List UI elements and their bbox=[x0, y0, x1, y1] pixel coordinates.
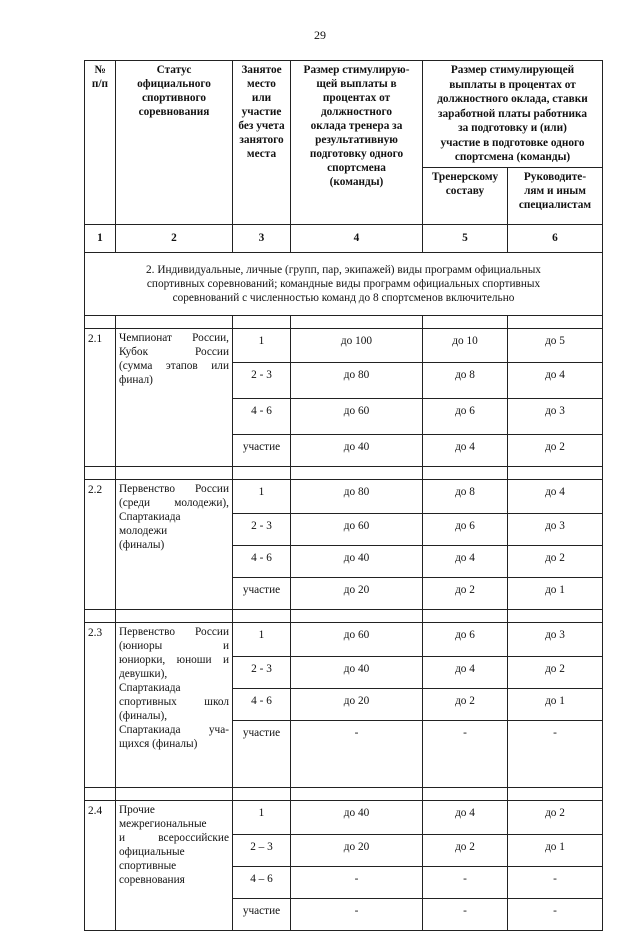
place-cell: участие bbox=[233, 720, 291, 787]
column-number: 2 bbox=[116, 224, 233, 252]
other-percent-cell: до 2 bbox=[508, 434, 603, 466]
place-cell: 2 - 3 bbox=[233, 656, 291, 688]
other-percent-cell: - bbox=[508, 898, 603, 930]
spacer-cell bbox=[291, 466, 423, 479]
header-col3 bbox=[233, 61, 291, 225]
spacer-cell bbox=[85, 466, 116, 479]
header-col4 bbox=[291, 61, 423, 225]
coach-percent-cell: до 20 bbox=[291, 834, 423, 866]
spacer-cell bbox=[423, 787, 508, 800]
group-spacer bbox=[85, 466, 603, 479]
header-row bbox=[85, 61, 603, 168]
place-cell: 4 - 6 bbox=[233, 545, 291, 577]
place-cell: участие bbox=[233, 577, 291, 609]
coach-percent-cell: до 40 bbox=[291, 656, 423, 688]
status-line: Первенство России bbox=[119, 625, 229, 638]
other-percent-cell: до 3 bbox=[508, 622, 603, 656]
header-col1 bbox=[85, 61, 116, 225]
header-text: спортсмена bbox=[327, 162, 386, 174]
header-text: участие bbox=[241, 106, 282, 118]
column-number: 1 bbox=[85, 224, 116, 252]
other-percent-cell: - bbox=[508, 866, 603, 898]
header-text: процентах от bbox=[322, 92, 391, 104]
staff-percent-cell: до 2 bbox=[423, 577, 508, 609]
place-cell: участие bbox=[233, 434, 291, 466]
header-text: щей выплаты в bbox=[316, 78, 397, 90]
section-title-line: соревнований с численностью команд до 8 спортсменов включительно bbox=[172, 291, 515, 304]
spacer-cell bbox=[291, 787, 423, 800]
spacer-cell bbox=[508, 787, 603, 800]
section-title bbox=[85, 252, 603, 315]
competition-status bbox=[116, 622, 233, 787]
spacer-cell bbox=[233, 787, 291, 800]
section-title-line: спортивных соревнований; командные виды программ официальных спортивных bbox=[146, 277, 541, 290]
spacer-cell bbox=[116, 609, 233, 622]
status-line: (юниоры и bbox=[119, 639, 229, 652]
header-text: лям и иным bbox=[524, 184, 586, 197]
other-percent-cell: до 5 bbox=[508, 328, 603, 362]
staff-percent-cell: до 4 bbox=[423, 545, 508, 577]
staff-percent-cell: до 4 bbox=[423, 434, 508, 466]
spacer-cell bbox=[116, 466, 233, 479]
status-line: (финалы) bbox=[119, 538, 165, 551]
status-line: межрегиональные bbox=[119, 817, 207, 830]
place-cell: 4 - 6 bbox=[233, 398, 291, 434]
header-col56 bbox=[423, 61, 603, 168]
header-text: за подготовку и (или) bbox=[458, 122, 567, 134]
other-percent-cell: до 1 bbox=[508, 577, 603, 609]
incentive-table bbox=[84, 60, 603, 931]
header-text: спортивного bbox=[141, 92, 207, 104]
staff-percent-cell: до 6 bbox=[423, 398, 508, 434]
section-title-line: 2. Индивидуальные, личные (групп, пар, экипажей) виды программ официальных bbox=[146, 263, 541, 276]
staff-percent-cell: до 4 bbox=[423, 656, 508, 688]
staff-percent-cell: - bbox=[423, 720, 508, 787]
other-percent-cell: до 1 bbox=[508, 834, 603, 866]
coach-percent-cell: до 40 bbox=[291, 434, 423, 466]
coach-percent-cell: до 60 bbox=[291, 513, 423, 545]
header-text: или bbox=[251, 92, 272, 104]
status-line: и всероссийские bbox=[119, 831, 229, 844]
header-text: Размер стимулирующей bbox=[450, 64, 575, 76]
status-line: финал) bbox=[119, 373, 153, 386]
other-percent-cell: до 2 bbox=[508, 545, 603, 577]
spacer-cell bbox=[233, 609, 291, 622]
header-text: специалистам bbox=[518, 198, 592, 211]
status-line: Чемпионат России, bbox=[119, 331, 229, 344]
header-text: места bbox=[246, 148, 277, 160]
header-text: занятого bbox=[239, 134, 284, 146]
staff-percent-cell: до 8 bbox=[423, 362, 508, 398]
staff-percent-cell: - bbox=[423, 866, 508, 898]
spacer-cell bbox=[423, 466, 508, 479]
header-col5 bbox=[423, 167, 508, 224]
status-line: Спартакиада bbox=[119, 510, 181, 523]
column-number: 4 bbox=[291, 224, 423, 252]
header-text: без учета bbox=[238, 120, 285, 132]
status-line: спортивных школ bbox=[119, 695, 229, 708]
coach-percent-cell: до 60 bbox=[291, 398, 423, 434]
status-line: Спартакиада bbox=[119, 681, 181, 694]
table-row bbox=[85, 622, 603, 656]
coach-percent-cell: - bbox=[291, 898, 423, 930]
status-line: (среди молодежи), bbox=[119, 496, 229, 509]
header-text: п/п bbox=[91, 78, 109, 90]
column-number: 3 bbox=[233, 224, 291, 252]
staff-percent-cell: до 8 bbox=[423, 479, 508, 513]
other-percent-cell: до 1 bbox=[508, 688, 603, 720]
status-line: (финалы), bbox=[119, 709, 168, 722]
header-text: результативную bbox=[315, 134, 398, 146]
coach-percent-cell: до 20 bbox=[291, 577, 423, 609]
status-line: Прочие bbox=[119, 803, 155, 816]
page-number: 29 bbox=[314, 28, 326, 42]
header-text: официального bbox=[137, 78, 211, 90]
status-line: спортивные bbox=[119, 859, 177, 872]
staff-percent-cell: до 2 bbox=[423, 834, 508, 866]
header-text: Руководите- bbox=[523, 170, 587, 183]
staff-percent-cell: до 6 bbox=[423, 513, 508, 545]
column-number: 5 bbox=[423, 224, 508, 252]
spacer-cell bbox=[233, 315, 291, 328]
place-cell: 4 – 6 bbox=[233, 866, 291, 898]
coach-percent-cell: до 80 bbox=[291, 479, 423, 513]
spacer-cell bbox=[116, 787, 233, 800]
spacer-cell bbox=[85, 315, 116, 328]
status-line: юниорки, юноши и bbox=[119, 653, 229, 666]
other-percent-cell: до 2 bbox=[508, 800, 603, 834]
header-text: составу bbox=[445, 184, 485, 197]
table-row bbox=[85, 800, 603, 834]
header-text: соревнования bbox=[138, 106, 210, 118]
header-text: выплаты в процентах от bbox=[449, 78, 576, 91]
group-index: 2.2 bbox=[85, 479, 116, 609]
other-percent-cell: - bbox=[508, 720, 603, 787]
staff-percent-cell: - bbox=[423, 898, 508, 930]
header-text: подготовку одного bbox=[309, 148, 404, 160]
header-text: Статус bbox=[156, 64, 192, 76]
other-percent-cell: до 4 bbox=[508, 479, 603, 513]
place-cell: 2 – 3 bbox=[233, 834, 291, 866]
header-col2 bbox=[116, 61, 233, 225]
place-cell: 1 bbox=[233, 479, 291, 513]
status-line: Спартакиада уча- bbox=[119, 723, 229, 736]
header-text: спортсмена (команды) bbox=[454, 151, 571, 163]
staff-percent-cell: до 10 bbox=[423, 328, 508, 362]
header-text: Занятое bbox=[241, 64, 282, 76]
other-percent-cell: до 2 bbox=[508, 656, 603, 688]
place-cell: 1 bbox=[233, 328, 291, 362]
place-cell: 1 bbox=[233, 800, 291, 834]
header-col6 bbox=[508, 167, 603, 224]
coach-percent-cell: до 20 bbox=[291, 688, 423, 720]
staff-percent-cell: до 4 bbox=[423, 800, 508, 834]
header-text: должностного bbox=[320, 106, 393, 118]
spacer-cell bbox=[85, 609, 116, 622]
place-cell: 2 - 3 bbox=[233, 513, 291, 545]
place-cell: участие bbox=[233, 898, 291, 930]
coach-percent-cell: до 100 bbox=[291, 328, 423, 362]
competition-status bbox=[116, 479, 233, 609]
coach-percent-cell: до 40 bbox=[291, 545, 423, 577]
coach-percent-cell: до 80 bbox=[291, 362, 423, 398]
status-line: щихся (финалы) bbox=[119, 737, 198, 750]
status-line: официальные bbox=[119, 845, 185, 858]
group-index: 2.4 bbox=[85, 800, 116, 930]
header-text: должностного оклада, ставки bbox=[437, 93, 588, 105]
status-line: (сумма этапов или bbox=[119, 359, 229, 372]
status-line: девушки), bbox=[119, 667, 168, 680]
status-line: Кубок России bbox=[119, 345, 229, 358]
group-spacer bbox=[85, 609, 603, 622]
header-text: место bbox=[247, 78, 276, 90]
spacer-cell bbox=[508, 609, 603, 622]
status-line: соревнования bbox=[119, 873, 185, 886]
competition-status bbox=[116, 800, 233, 930]
table-row bbox=[85, 479, 603, 513]
other-percent-cell: до 3 bbox=[508, 398, 603, 434]
column-number: 6 bbox=[508, 224, 603, 252]
place-cell: 4 - 6 bbox=[233, 688, 291, 720]
staff-percent-cell: до 2 bbox=[423, 688, 508, 720]
spacer-cell bbox=[85, 787, 116, 800]
header-text: (команды) bbox=[329, 176, 384, 188]
spacer-cell bbox=[423, 315, 508, 328]
other-percent-cell: до 4 bbox=[508, 362, 603, 398]
coach-percent-cell: до 60 bbox=[291, 622, 423, 656]
coach-percent-cell: до 40 bbox=[291, 800, 423, 834]
header-text: Тренерскому bbox=[431, 170, 499, 183]
place-cell: 1 bbox=[233, 622, 291, 656]
header-text: № bbox=[94, 64, 106, 76]
section-row bbox=[85, 252, 603, 315]
column-number-row bbox=[85, 224, 603, 252]
spacer-cell bbox=[291, 315, 423, 328]
header-text: Размер стимулирую- bbox=[303, 64, 410, 76]
spacer-cell bbox=[291, 609, 423, 622]
group-spacer bbox=[85, 787, 603, 800]
other-percent-cell: до 3 bbox=[508, 513, 603, 545]
status-line: молодежи bbox=[119, 524, 168, 537]
status-line: Первенство России bbox=[119, 482, 229, 495]
header-text: участие в подготовке одного bbox=[440, 136, 585, 149]
header-text: оклада тренера за bbox=[310, 120, 403, 132]
place-cell: 2 - 3 bbox=[233, 362, 291, 398]
spacer-cell bbox=[233, 466, 291, 479]
coach-percent-cell: - bbox=[291, 720, 423, 787]
competition-status bbox=[116, 328, 233, 466]
spacer-cell bbox=[116, 315, 233, 328]
group-index: 2.1 bbox=[85, 328, 116, 466]
table-body bbox=[85, 61, 603, 931]
staff-percent-cell: до 6 bbox=[423, 622, 508, 656]
group-index: 2.3 bbox=[85, 622, 116, 787]
group-spacer bbox=[85, 315, 603, 328]
spacer-cell bbox=[508, 466, 603, 479]
spacer-cell bbox=[423, 609, 508, 622]
header-text: заработной платы работника bbox=[437, 107, 588, 120]
coach-percent-cell: - bbox=[291, 866, 423, 898]
table-row bbox=[85, 328, 603, 362]
spacer-cell bbox=[508, 315, 603, 328]
